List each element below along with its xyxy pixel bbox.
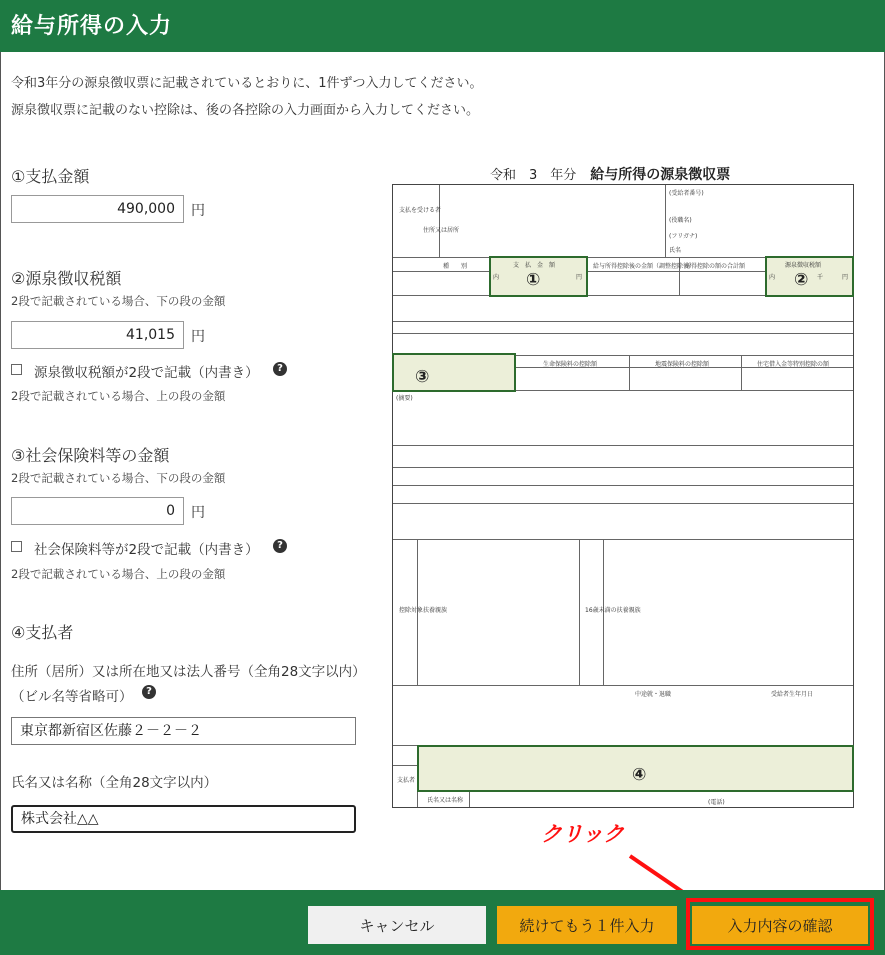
slip-payer-name-label: 氏名又は名称: [427, 797, 464, 804]
slip-payer-label: 支払者: [397, 777, 416, 784]
intro-line-1: 令和3年分の源泉徴収票に記載されているとおりに、1件ずつ入力してください。: [11, 76, 483, 91]
slip-type-label: 種 別: [443, 263, 468, 270]
payer-label: ④支払者: [11, 623, 74, 642]
withholding-label: ②源泉徴収税額: [11, 269, 122, 288]
slip-name-label: 氏名: [669, 247, 682, 254]
header-bar: [0, 0, 885, 52]
slip-highlight-withholding: [765, 256, 854, 297]
slip-withholding-yen-label: 円: [842, 274, 849, 281]
slip-withholding-inner-label: 内: [769, 274, 776, 281]
withholding-unit: 円: [191, 329, 205, 345]
slip-after-deduction-label: 給与所得控除後の金額（調整控除後）: [593, 263, 696, 270]
slip-marker-3: ③: [415, 367, 430, 387]
slip-total-deduction-label: 所得控除の額の合計額: [685, 263, 746, 270]
withholding-two-tier-checkbox[interactable]: [11, 364, 22, 375]
payer-address-help-icon[interactable]: ?: [142, 685, 156, 699]
social-input[interactable]: 0: [11, 497, 184, 525]
payer-name-input[interactable]: 株式会社△△: [11, 805, 356, 833]
slip-payment-yen-label: 円: [576, 274, 583, 281]
slip-summary-label: (摘要): [396, 395, 413, 402]
slip-withholding-thousand-label: 千: [817, 274, 824, 281]
slip-midyear-label: 中途就・退職: [635, 691, 672, 698]
slip-payment-inner-label: 内: [493, 274, 500, 281]
slip-housing-label: 住宅借入金等特別控除の額: [757, 361, 830, 368]
click-annotation: クリック: [541, 821, 625, 846]
slip-dependents-label: 控除対象扶養親族: [399, 607, 448, 614]
slip-earthquake-label: 地震保険料の控除額: [655, 361, 710, 368]
withholding-help-icon[interactable]: ?: [273, 362, 287, 376]
payment-unit: 円: [191, 203, 205, 219]
slip-marker-1: ①: [526, 270, 541, 290]
continue-another-button[interactable]: 続けてもう１件入力: [497, 906, 677, 944]
slip-withholding-label: 源泉徴収税額: [785, 262, 822, 269]
payer-name-label: 氏名又は名称（全角28文字以内）: [11, 775, 218, 791]
payment-label: ①支払金額: [11, 167, 90, 186]
payer-address-label: 住所（居所）又は所在地又は法人番号（全角28文字以内）: [11, 664, 366, 680]
slip-recipient-no-label: (受給者番号): [669, 190, 704, 197]
slip-marker-4: ④: [632, 765, 647, 785]
slip-payee-label: 支払を受ける者: [399, 207, 442, 214]
intro-line-2: 源泉徴収票に記載のない控除は、後の各控除の入力画面から入力してください。: [11, 103, 480, 118]
withholding-two-tier-label[interactable]: 源泉徴収税額が2段で記載（内書き）: [34, 365, 259, 381]
slip-highlight-social: [392, 353, 516, 392]
slip-address-label: 住所又は居所: [423, 227, 460, 234]
withholding-input[interactable]: 41,015: [11, 321, 184, 349]
social-help-icon[interactable]: ?: [273, 539, 287, 553]
slip-payment-label: 支 払 金 額: [513, 262, 556, 269]
slip-furigana-label: (フリガナ): [669, 233, 698, 240]
confirm-highlight-box: [686, 898, 874, 950]
slip-recipient-dob-label: 受給者生年月日: [771, 691, 814, 698]
social-two-tier-label[interactable]: 社会保険料等が2段で記載（内書き）: [34, 542, 259, 558]
slip-phone-label: (電話): [708, 799, 725, 806]
slip-title-main: 給与所得の源泉徴収票: [590, 167, 731, 183]
slip-life-label: 生命保険料の控除額: [543, 361, 598, 368]
page-title: 給与所得の入力: [11, 14, 173, 39]
payer-address-label-2: （ビル名等省略可）: [11, 689, 133, 705]
withholding-note-lower: 2段で記載されている場合、下の段の金額: [11, 294, 226, 308]
slip-marker-2: ②: [794, 270, 809, 290]
social-note-lower: 2段で記載されている場合、下の段の金額: [11, 471, 226, 485]
social-note-upper: 2段で記載されている場合、上の段の金額: [11, 567, 226, 581]
withholding-note-upper: 2段で記載されている場合、上の段の金額: [11, 389, 226, 403]
slip-title-era: 令和 3 年分: [490, 168, 577, 183]
slip-title: [490, 164, 730, 184]
slip-under16-label: 16歳未満の扶養親族: [585, 607, 641, 614]
payer-address-input[interactable]: 東京都新宿区佐藤２－２－２: [11, 717, 356, 745]
slip-title-position-label: (役職名): [669, 217, 692, 224]
confirm-input-button[interactable]: 入力内容の確認: [692, 906, 868, 944]
social-unit: 円: [191, 505, 205, 521]
social-label: ③社会保険料等の金額: [11, 446, 170, 465]
payment-input[interactable]: 490,000: [11, 195, 184, 223]
cancel-button[interactable]: キャンセル: [308, 906, 486, 944]
social-two-tier-checkbox[interactable]: [11, 541, 22, 552]
